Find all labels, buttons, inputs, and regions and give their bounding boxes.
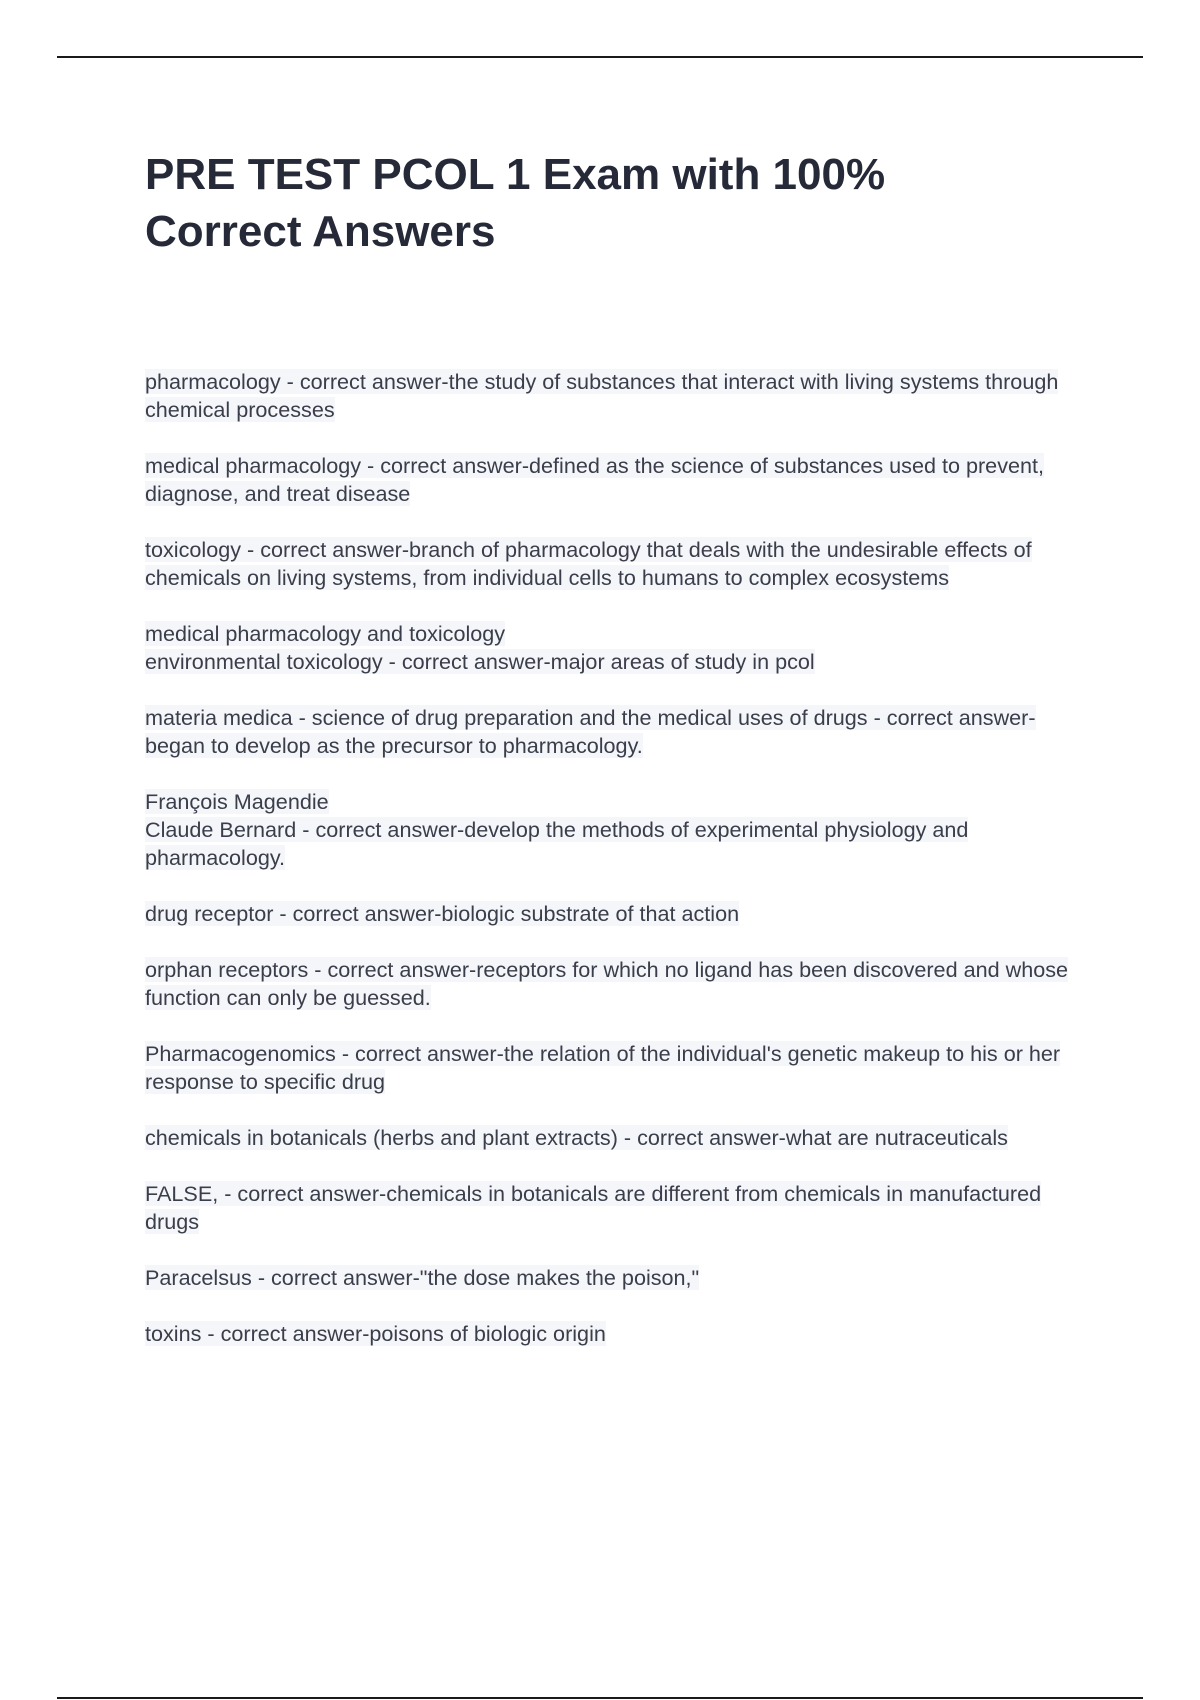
qa-entry-text: François Magendie Claude Bernard - correct answer-develop the methods of experimental physiology and pharmacology. [145,789,969,870]
qa-entry [145,788,1080,872]
qa-entry-text: medical pharmacology - correct answer-defined as the science of substances used to prevent, diagnose, and treat disease [145,453,1045,506]
qa-entry-text: medical pharmacology and toxicology environmental toxicology - correct answer-major areas of study in pcol [145,621,815,674]
qa-entry [145,1180,1080,1236]
page-title [145,146,1095,260]
qa-entry [145,620,1080,676]
qa-entry [145,536,1080,592]
qa-entry-text: toxicology - correct answer-branch of pharmacology that deals with the undesirable effects of chemicals on living systems, from individual cells to humans to complex ecosystems [145,537,1032,590]
qa-entry-text: drug receptor - correct answer-biologic substrate of that action [145,901,740,926]
qa-entry [145,704,1080,760]
bottom-divider [57,1697,1143,1699]
qa-entry [145,452,1080,508]
qa-entry [145,1264,1080,1292]
title-line-1: PRE TEST PCOL 1 Exam with 100% [145,150,886,199]
qa-entry [145,368,1080,424]
qa-entry-text: toxins - correct answer-poisons of biologic origin [145,1321,606,1346]
qa-entry [145,1320,1080,1348]
qa-entry-text: orphan receptors - correct answer-receptors for which no ligand has been discovered and whose function can only be guessed. [145,957,1069,1010]
qa-entry [145,900,1080,928]
qa-entry-text: Pharmacogenomics - correct answer-the relation of the individual's genetic makeup to his or her response to specific drug [145,1041,1061,1094]
qa-entry-text: FALSE, - correct answer-chemicals in botanicals are different from chemicals in manufactured drugs [145,1181,1042,1234]
qa-entry-text: pharmacology - correct answer-the study of substances that interact with living systems through chemical processes [145,369,1059,422]
qa-entry-text: chemicals in botanicals (herbs and plant extracts) - correct answer-what are nutraceuticals [145,1125,1008,1150]
qa-entry [145,1124,1080,1152]
title-line-2: Correct Answers [145,207,496,256]
qa-entry [145,956,1080,1012]
top-divider [57,56,1143,58]
qa-entry [145,1040,1080,1096]
qa-list [145,368,1080,1376]
qa-entry-text: materia medica - science of drug preparation and the medical uses of drugs - correct answer-began to develop as the precursor to pharmacology. [145,705,1036,758]
qa-entry-text: Paracelsus - correct answer-"the dose makes the poison," [145,1265,700,1290]
